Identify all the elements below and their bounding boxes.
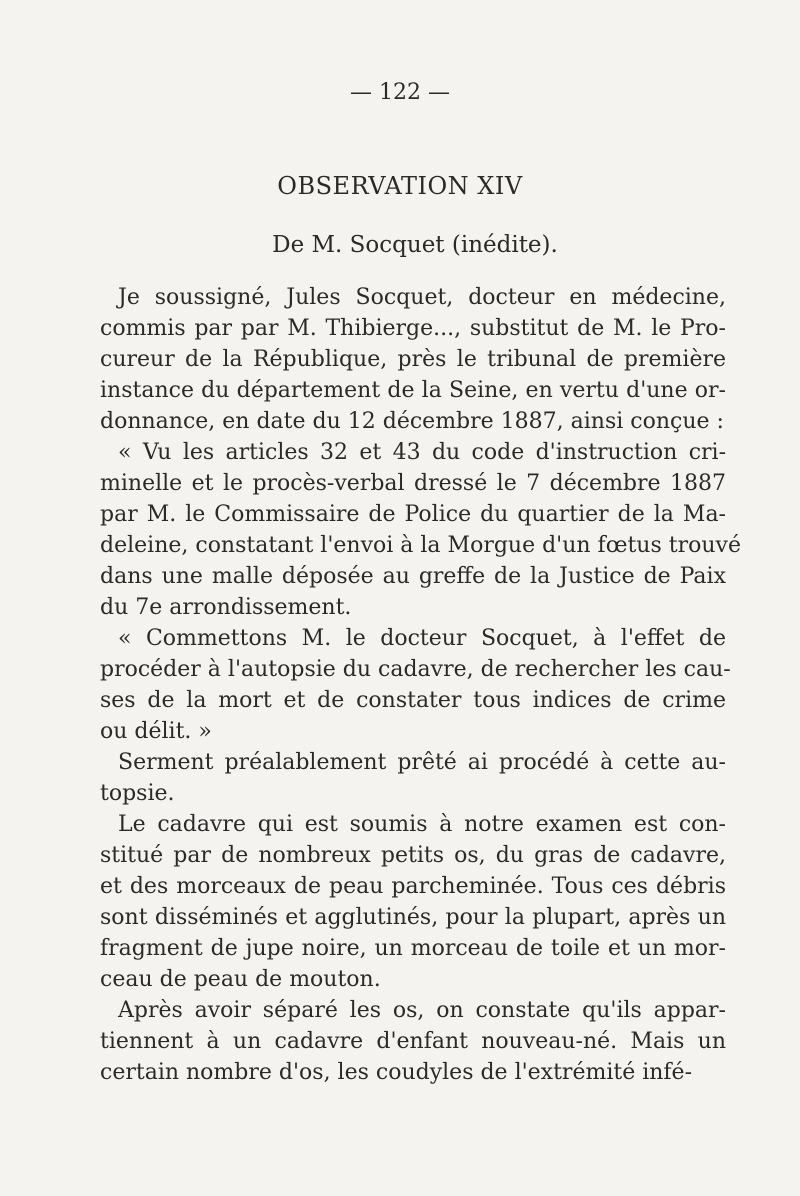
text-line: Serment préalablement prêté ai procédé à cette au- (118, 750, 726, 775)
text-line: ceau de peau de mouton. (100, 967, 381, 992)
page-number: — 122 — (350, 80, 450, 105)
text-line: et des morceaux de peau parcheminée. Tous ces débris (100, 874, 726, 899)
text-line: instance du département de la Seine, en vertu d'une or- (100, 378, 726, 403)
text-line: deleine, constatant l'envoi à la Morgue d'un fœtus trouvé (100, 533, 741, 558)
text-line: certain nombre d'os, les coudyles de l'extrémité infé- (100, 1060, 693, 1085)
text-line: du 7e arrondissement. (100, 595, 352, 620)
text-line: sont disséminés et agglutinés, pour la plupart, après un (100, 905, 726, 930)
paragraph (100, 623, 731, 747)
text-line: topsie. (100, 781, 175, 806)
text-line: par M. le Commissaire de Police du quartier de la Ma- (100, 502, 726, 527)
paragraph (100, 747, 726, 809)
text-line: ses de la mort et de constater tous indices de crime (100, 688, 726, 713)
observation-heading: OBSERVATION XIV (277, 172, 523, 200)
text-line: stitué par de nombreux petits os, du gras de cadavre, (100, 843, 726, 868)
observation-subheading: De M. Socquet (inédite). (272, 232, 558, 258)
text-line: procéder à l'autopsie du cadavre, de rechercher les cau- (100, 657, 731, 682)
paragraph (100, 437, 741, 623)
text-line: Après avoir séparé les os, on constate qu'ils appar- (118, 998, 726, 1023)
paragraph (100, 809, 726, 995)
text-line: cureur de la République, près le tribunal de première (100, 347, 726, 372)
text-line: tiennent à un cadavre d'enfant nouveau-né. Mais un (100, 1029, 726, 1054)
paragraph (100, 995, 726, 1088)
text-line: fragment de jupe noire, un morceau de toile et un mor- (100, 936, 726, 961)
body-text (100, 282, 741, 1088)
text-line: donnance, en date du 12 décembre 1887, ainsi conçue : (100, 409, 724, 434)
text-line: Le cadavre qui est soumis à notre examen est con- (118, 812, 726, 837)
text-line: dans une malle déposée au greffe de la Justice de Paix (100, 564, 726, 589)
text-line: Je soussigné, Jules Socquet, docteur en médecine, (118, 285, 726, 310)
text-line: commis par par M. Thibierge..., substitut de M. le Pro- (100, 316, 726, 341)
text-line: « Vu les articles 32 et 43 du code d'instruction cri- (118, 440, 726, 465)
text-line: minelle et le procès-verbal dressé le 7 décembre 1887 (100, 471, 726, 496)
paragraph (100, 282, 726, 437)
text-line: « Commettons M. le docteur Socquet, à l'effet de (118, 626, 726, 651)
text-line: ou délit. » (100, 719, 212, 744)
